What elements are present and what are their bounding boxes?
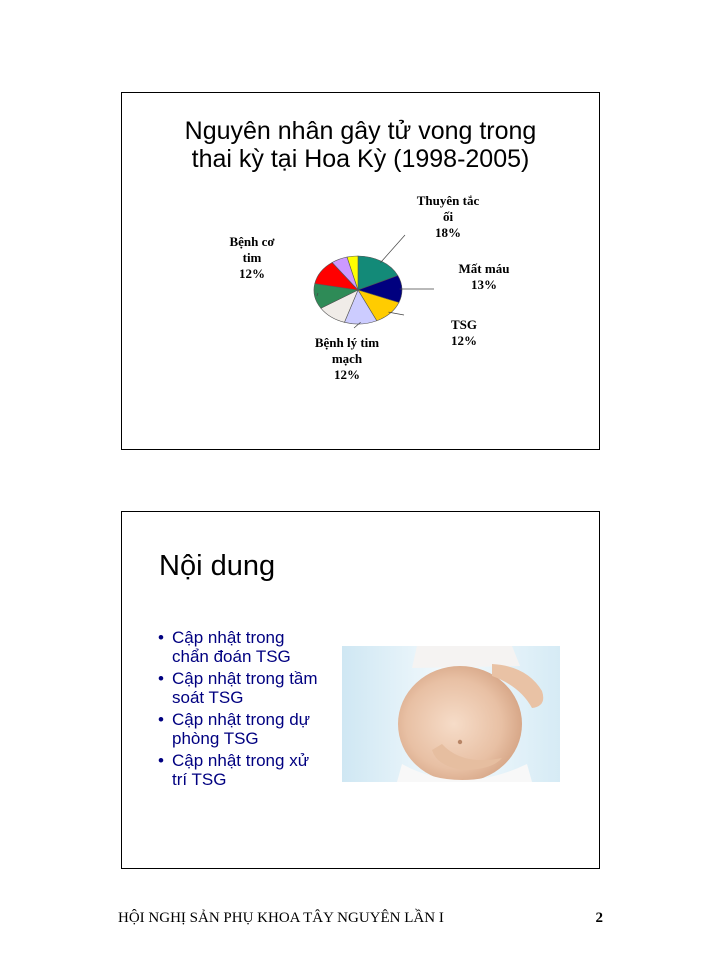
bullet-dot-icon: • [158,710,164,729]
slide-title: Nội dung [159,550,276,582]
slice-label: TSG 12% [450,317,478,348]
slice-label: Thuyên tắc ối 18% [416,193,480,240]
leader-line [388,312,404,315]
chart-title-line-1: Nguyên nhân gây tử vong trong [184,117,537,145]
chart-title-line-2: thai kỳ tại Hoa Kỳ (1998-2005) [191,145,530,173]
bullet-item: • Cập nhật trong tầm soát TSG [158,669,318,707]
footer [118,910,603,927]
bullet-item: • Cập nhật trong dự phòng TSG [158,710,311,748]
slide-1 [121,92,600,450]
bullet-item: • Cập nhật trong chẩn đoán TSG [158,628,291,666]
bullet-dot-icon: • [158,751,164,770]
leader-line [380,235,405,263]
slice-label: Mất máu 13% [458,261,510,292]
pie-chart [122,93,598,448]
bullet-dot-icon: • [158,628,164,647]
slide-2 [121,511,600,869]
footer-text: HỘI NGHỊ SẢN PHỤ KHOA TÂY NGUYÊN LẦN I [118,910,444,926]
slice-label: Bệnh cơ tim 12% [229,234,275,281]
page-number: 2 [595,910,603,926]
bullet-list [158,628,348,792]
slice-label: Bệnh lý tim mạch 12% [314,335,380,382]
pregnant-belly-photo [342,646,560,782]
bullet-dot-icon: • [158,669,164,688]
bullet-item: • Cập nhật trong xử trí TSG [158,751,310,789]
